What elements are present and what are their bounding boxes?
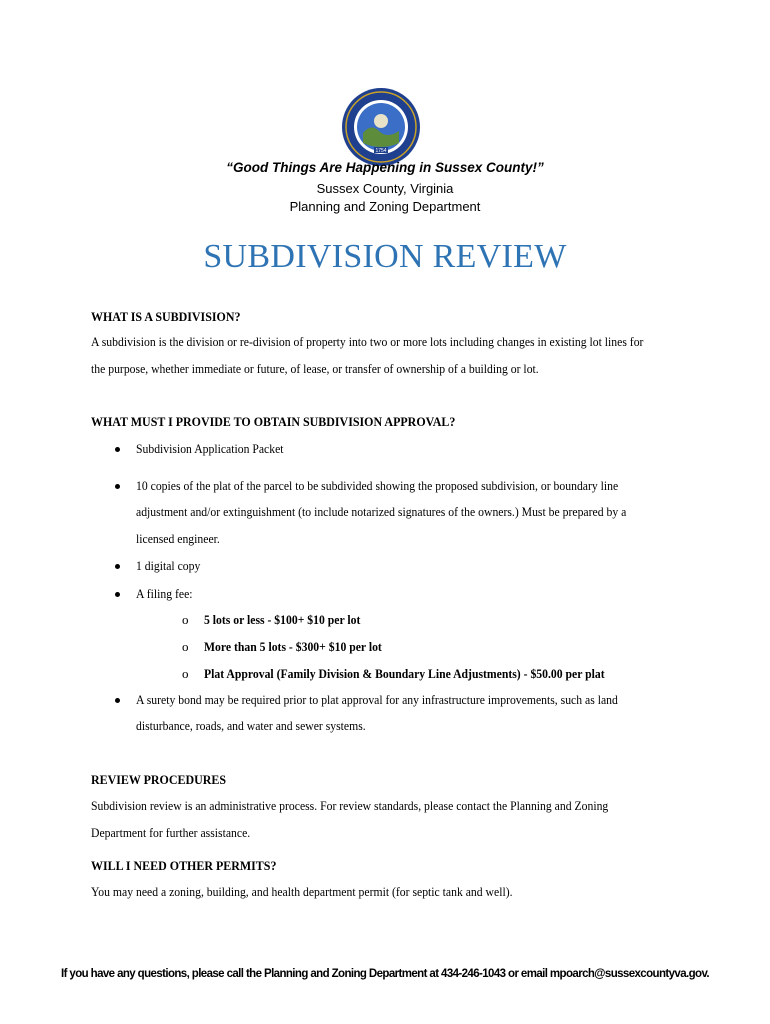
review-line-1: Subdivision review is an administrative process. For review standards, please contact the Planning and Zoning [91, 798, 609, 813]
bullet-icon [115, 698, 120, 703]
permits-line-1: You may need a zoning, building, and health department permit (for septic tank and well). [91, 884, 513, 899]
county-name: Sussex County, Virginia [316, 181, 454, 196]
sub-bullet-marker: o [182, 639, 189, 654]
bullet-icon [115, 592, 120, 597]
requirement-item: 10 copies of the plat of the parcel to be subdivided showing the proposed subdivision, or boundary line [136, 478, 619, 493]
heading-permits: WILL I NEED OTHER PERMITS? [91, 858, 277, 873]
requirement-item: 1 digital copy [136, 558, 201, 573]
county-seal [341, 87, 421, 167]
fee-item: Plat Approval (Family Division & Boundary Line Adjustments) - $50.00 per plat [204, 666, 605, 681]
sub-bullet-marker: o [182, 666, 189, 681]
bullet-icon [115, 447, 120, 452]
heading-review: REVIEW PROCEDURES [91, 772, 227, 787]
requirement-item: Subdivision Application Packet [136, 441, 284, 456]
heading-what-is: WHAT IS A SUBDIVISION? [91, 309, 241, 324]
bullet-icon [115, 484, 120, 489]
requirement-item-cont: adjustment and/or extinguishment (to include notarized signatures of the owners.) Must be prepared by a [136, 504, 627, 519]
tagline: “Good Things Are Happening in Sussex County!” [226, 160, 544, 175]
seal-year: 1754 [375, 148, 387, 154]
what-is-line-1: A subdivision is the division or re-division of property into two or more lots including changes in existing lot lines for [91, 334, 644, 349]
what-is-line-2: the purpose, whether immediate or future, of lease, or transfer of ownership of a building or lot. [91, 361, 539, 376]
fee-item: More than 5 lots - $300+ $10 per lot [204, 639, 382, 654]
fee-item: 5 lots or less - $100+ $10 per lot [204, 612, 361, 627]
department-name: Planning and Zoning Department [289, 199, 481, 214]
page-title: SUBDIVISION REVIEW [203, 238, 567, 275]
heading-requirements: WHAT MUST I PROVIDE TO OBTAIN SUBDIVISION APPROVAL? [91, 414, 456, 429]
sub-bullet-marker: o [182, 612, 189, 627]
review-line-2: Department for further assistance. [91, 825, 251, 840]
requirement-item-cont: disturbance, roads, and water and sewer systems. [136, 718, 366, 733]
requirement-item: A filing fee: [136, 586, 193, 601]
footer-contact: If you have any questions, please call the Planning and Zoning Department at 434-246-1043 or email mpoarch@sussexcountyva.gov. [61, 968, 709, 980]
requirement-item-cont: licensed engineer. [136, 531, 220, 546]
bullet-icon [115, 564, 120, 569]
requirement-item: A surety bond may be required prior to plat approval for any infrastructure improvements, such as land [136, 692, 618, 707]
